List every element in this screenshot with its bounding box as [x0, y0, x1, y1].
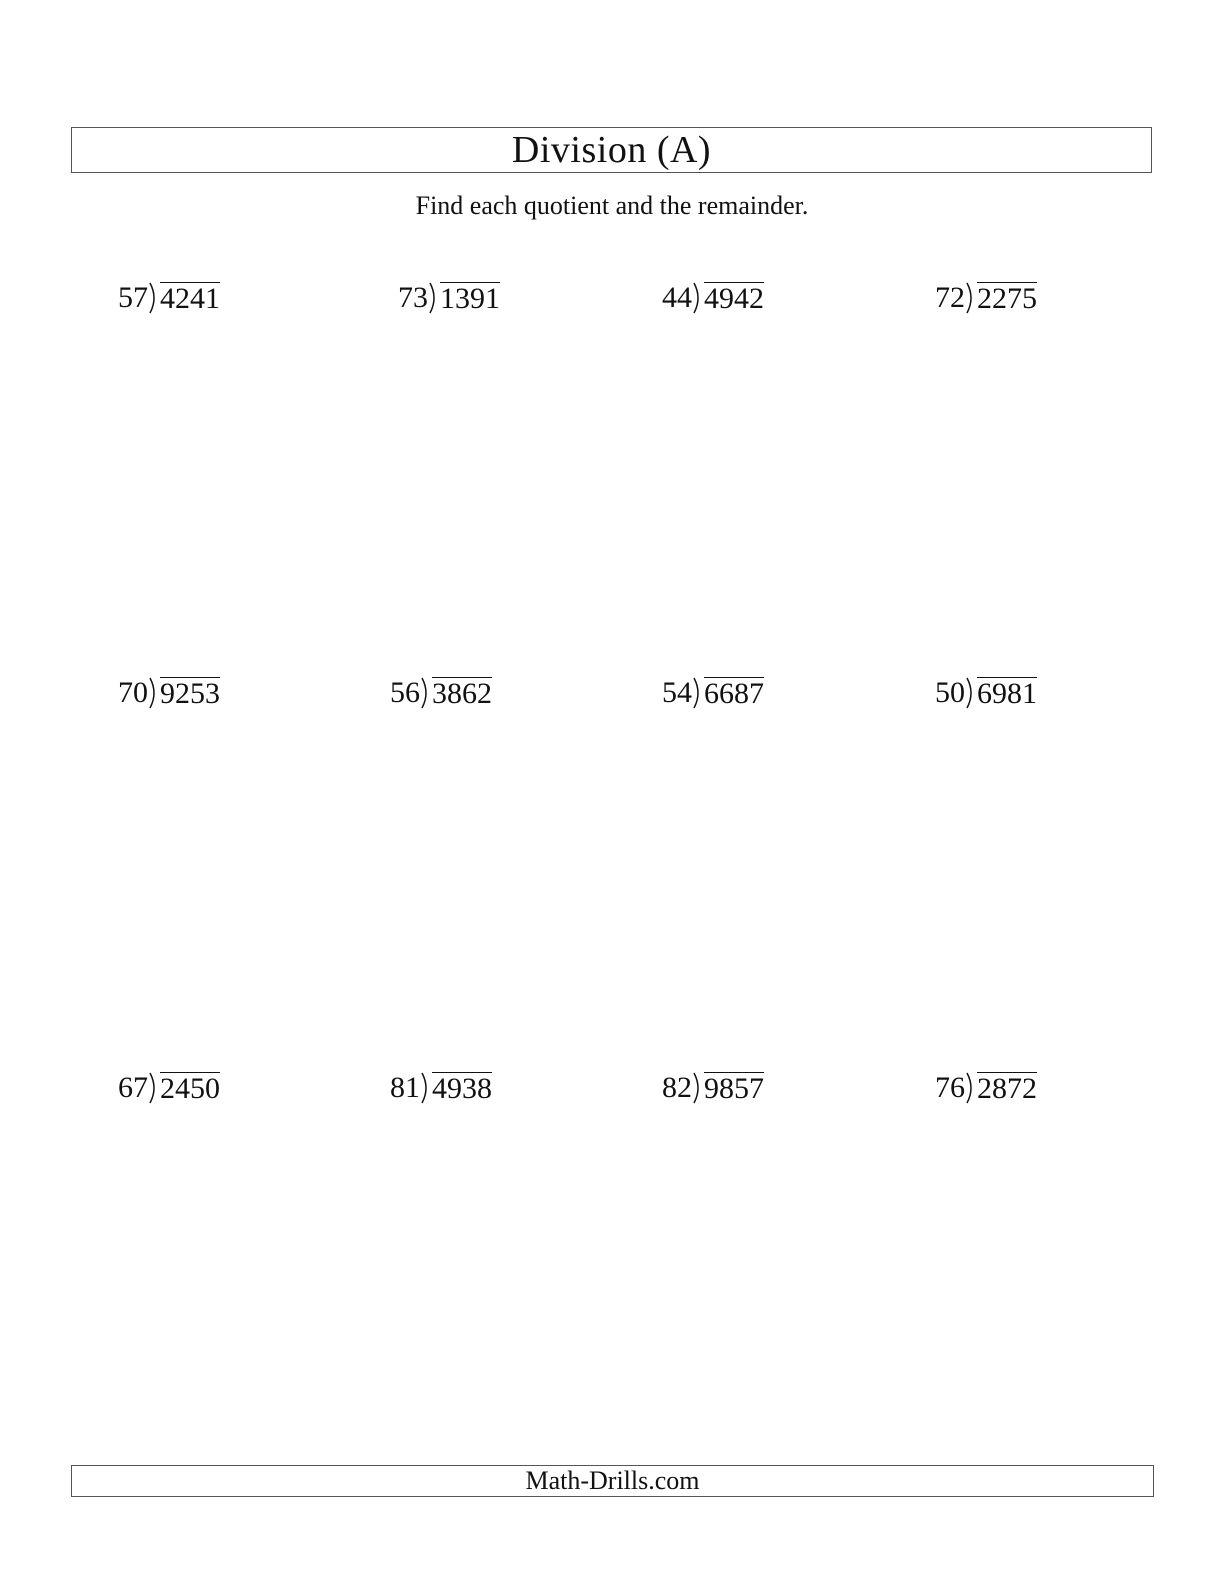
division-problem	[118, 281, 220, 315]
dividend: 6687	[704, 677, 764, 710]
division-bracket	[965, 676, 977, 710]
dividend: 2450	[160, 1072, 220, 1105]
instructions: Find each quotient and the remainder.	[415, 191, 809, 220]
divisor: 56	[390, 676, 420, 709]
divisor: 81	[390, 1071, 420, 1104]
divisor: 54	[662, 676, 692, 709]
divisor: 70	[118, 676, 148, 709]
dividend: 2275	[977, 282, 1037, 315]
dividend: 6981	[977, 677, 1037, 710]
title-box	[71, 127, 1152, 173]
divisor: 67	[118, 1071, 148, 1104]
divisor: 57	[118, 281, 148, 314]
division-problem	[390, 1071, 492, 1105]
dividend: 4938	[432, 1072, 492, 1105]
dividend: 3862	[432, 677, 492, 710]
divisor: 44	[662, 281, 692, 314]
dividend: 4942	[704, 282, 764, 315]
division-bracket	[965, 1071, 977, 1105]
footer-box	[71, 1465, 1154, 1497]
division-bracket	[692, 1071, 704, 1105]
division-bracket	[148, 1071, 160, 1105]
division-problem	[935, 1071, 1037, 1105]
division-bracket	[148, 281, 160, 315]
division-problem	[935, 676, 1037, 710]
dividend: 1391	[440, 282, 500, 315]
division-problem	[118, 676, 220, 710]
division-bracket	[420, 676, 432, 710]
dividend: 9857	[704, 1072, 764, 1105]
division-bracket	[148, 676, 160, 710]
division-problem	[390, 676, 492, 710]
division-problem	[398, 281, 500, 315]
dividend: 9253	[160, 677, 220, 710]
division-bracket	[420, 1071, 432, 1105]
divisor: 82	[662, 1071, 692, 1104]
footer-text: Math-Drills.com	[525, 1466, 700, 1495]
page-title: Division (A)	[511, 129, 712, 171]
dividend: 2872	[977, 1072, 1037, 1105]
division-problem	[662, 281, 764, 315]
divisor: 73	[398, 281, 428, 314]
division-bracket	[965, 281, 977, 315]
division-bracket	[692, 676, 704, 710]
division-bracket	[428, 281, 440, 315]
dividend: 4241	[160, 282, 220, 315]
division-problem	[662, 1071, 764, 1105]
division-bracket	[692, 281, 704, 315]
division-problem	[935, 281, 1037, 315]
division-problem	[662, 676, 764, 710]
divisor: 76	[935, 1071, 965, 1104]
divisor: 50	[935, 676, 965, 709]
divisor: 72	[935, 281, 965, 314]
division-problem	[118, 1071, 220, 1105]
